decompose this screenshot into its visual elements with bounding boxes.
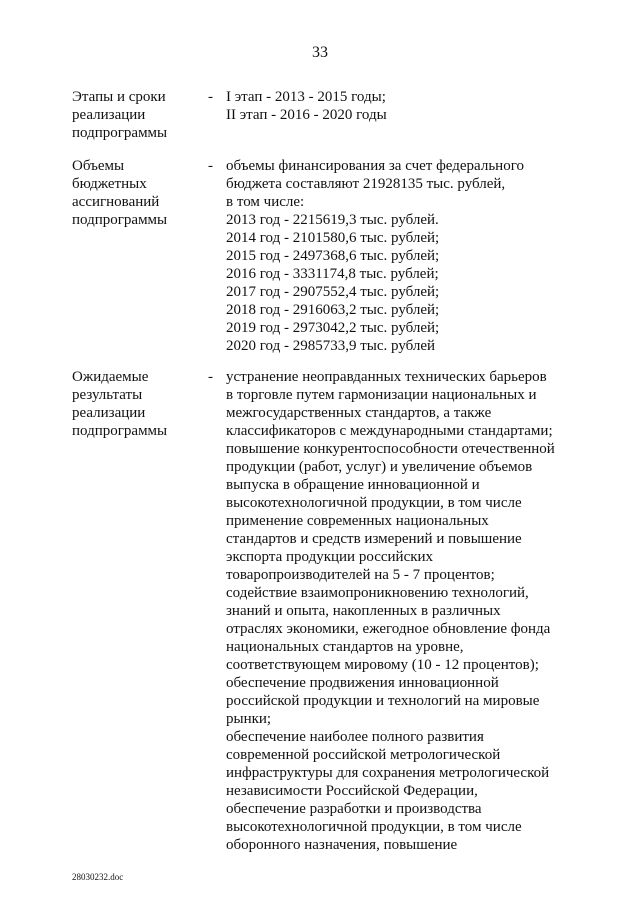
dash-marker: - bbox=[208, 89, 213, 105]
content-line: обеспечение продвижения инновационной bbox=[226, 675, 499, 691]
content-line: выпуска в обращение инновационной и bbox=[226, 477, 480, 493]
content-line: высокотехнологичной продукции, в том числе bbox=[226, 819, 522, 835]
content-line: инфраструктуры для сохранения метрологической bbox=[226, 765, 550, 781]
content-line: рынки; bbox=[226, 711, 272, 727]
content-line: 2016 год - 3331174,8 тыс. рублей; bbox=[226, 266, 439, 282]
label-line: подпрограммы bbox=[72, 212, 168, 228]
content-line: товаропроизводителей на 5 - 7 процентов; bbox=[226, 567, 495, 583]
section-label bbox=[72, 157, 192, 229]
label-line: реализации bbox=[72, 405, 146, 421]
content-line: российской продукции и технологий на мировые bbox=[226, 693, 540, 709]
content-line: 2015 год - 2497368,6 тыс. рублей; bbox=[226, 248, 440, 264]
label-line: результаты bbox=[72, 387, 143, 403]
content-line: классификаторов с международными стандартами; bbox=[226, 423, 553, 439]
section-label bbox=[72, 88, 192, 142]
content-line: современной российской метрологической bbox=[226, 747, 501, 763]
content-line: национальных стандартов на уровне, bbox=[226, 639, 464, 655]
page-number: 33 bbox=[312, 44, 328, 61]
content-line: повышение конкурентоспособности отечественной bbox=[226, 441, 555, 457]
label-line: Этапы и сроки bbox=[72, 89, 166, 105]
content-line: высокотехнологичной продукции, в том числе bbox=[226, 495, 522, 511]
content-line: бюджета составляют 21928135 тыс. рублей, bbox=[226, 176, 506, 192]
label-line: Ожидаемые bbox=[72, 369, 149, 385]
label-line: подпрограммы bbox=[72, 125, 168, 141]
content-line: 2013 год - 2215619,3 тыс. рублей. bbox=[226, 212, 439, 228]
content-line: в том числе: bbox=[226, 194, 305, 210]
content-line: 2020 год - 2985733,9 тыс. рублей bbox=[226, 338, 436, 354]
dash-marker: - bbox=[208, 158, 213, 174]
content-line: экспорта продукции российских bbox=[226, 549, 434, 565]
content-line: соответствующем мировому (10 - 12 процентов); bbox=[226, 657, 539, 673]
content-line: 2014 год - 2101580,6 тыс. рублей; bbox=[226, 230, 440, 246]
footer-filename: 28030232.doc bbox=[72, 872, 124, 882]
section-content bbox=[226, 157, 576, 355]
content-line: оборонного назначения, повышение bbox=[226, 837, 458, 853]
section-content bbox=[226, 88, 576, 124]
content-line: 2019 год - 2973042,2 тыс. рублей; bbox=[226, 320, 440, 336]
content-line: продукции (работ, услуг) и увеличение объемов bbox=[226, 459, 533, 475]
content-line: II этап - 2016 - 2020 годы bbox=[226, 107, 387, 123]
content-line: устранение неоправданных технических барьеров bbox=[226, 369, 547, 385]
label-line: подпрограммы bbox=[72, 423, 168, 439]
content-line: знаний и опыта, накопленных в различных bbox=[226, 603, 501, 619]
section-content bbox=[226, 368, 576, 854]
content-line: применение современных национальных bbox=[226, 513, 489, 529]
content-line: содействие взаимопроникновению технологий, bbox=[226, 585, 529, 601]
section-label bbox=[72, 368, 192, 440]
label-line: реализации bbox=[72, 107, 146, 123]
content-line: 2017 год - 2907552,4 тыс. рублей; bbox=[226, 284, 440, 300]
content-line: стандартов и средств измерений и повышение bbox=[226, 531, 522, 547]
label-line: ассигнований bbox=[72, 194, 160, 210]
content-line: отраслях экономики, ежегодное обновление фонда bbox=[226, 621, 551, 637]
content-line: обеспечение наиболее полного развития bbox=[226, 729, 484, 745]
content-line: независимости Российской Федерации, bbox=[226, 783, 478, 799]
content-line: объемы финансирования за счет федерального bbox=[226, 158, 524, 174]
content-line: обеспечение разработки и производства bbox=[226, 801, 482, 817]
content-line: межгосударственных стандартов, а также bbox=[226, 405, 492, 421]
dash-marker: - bbox=[208, 369, 213, 385]
content-line: в торговле путем гармонизации национальных и bbox=[226, 387, 537, 403]
content-line: 2018 год - 2916063,2 тыс. рублей; bbox=[226, 302, 440, 318]
label-line: Объемы bbox=[72, 158, 125, 174]
label-line: бюджетных bbox=[72, 176, 147, 192]
content-line: I этап - 2013 - 2015 годы; bbox=[226, 89, 386, 105]
